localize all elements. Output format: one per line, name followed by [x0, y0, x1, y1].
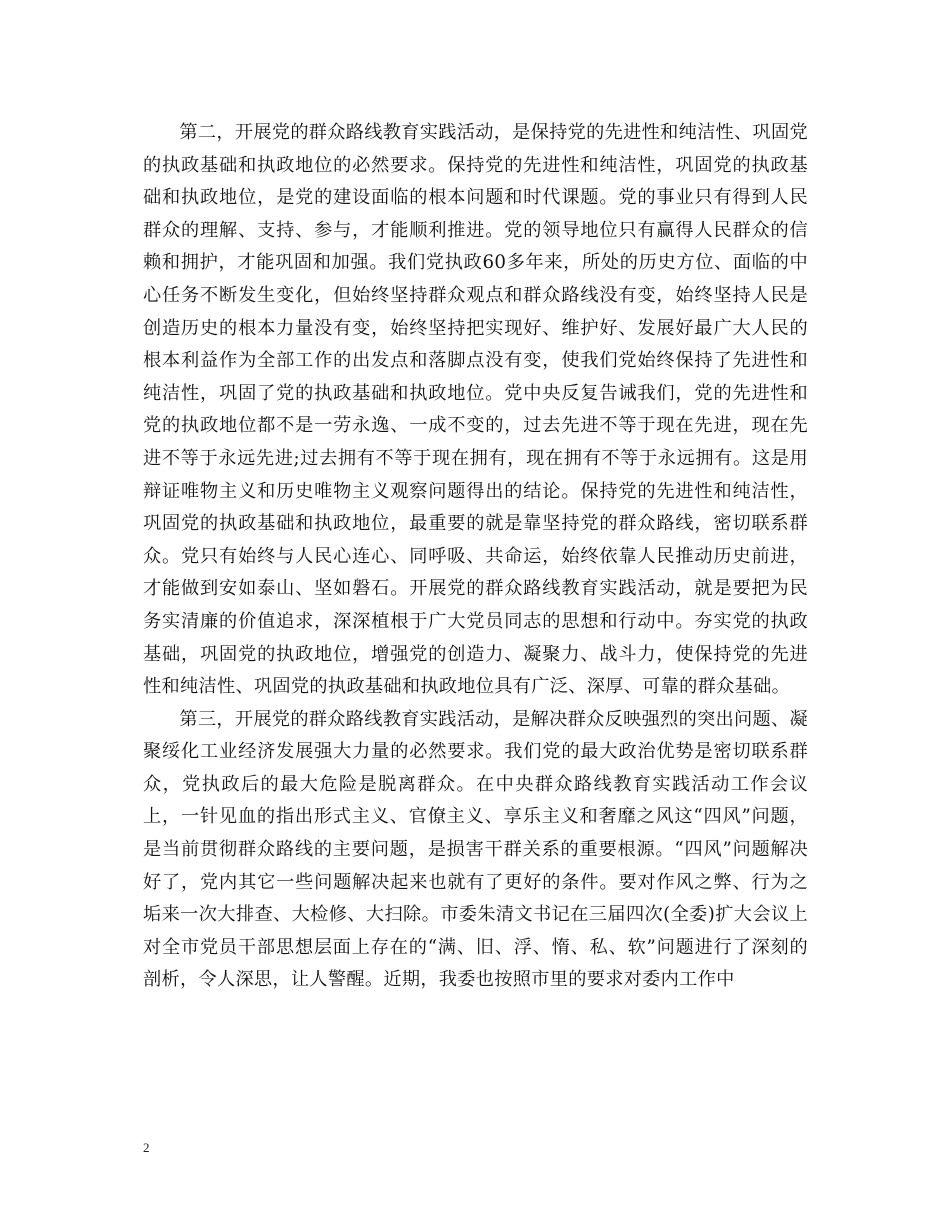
document-body [143, 117, 808, 997]
page-number: 2 [143, 1140, 150, 1155]
paragraph-third-point: 第三，开展党的群众路线教育实践活动，是解决群众反映强烈的突出问题、凝聚绥化工业经济发展强大力量的必然要求。我们党的最大政治优势是密切联系群众，党执政后的最大危险是脱离群众。在中央群众路线教育实践活动工作会议上，一针见血的指出形式主义、官僚主义、享乐主义和奢靡之风这“四风”问题，是当前贯彻群众路线的主要问题，是损害干群关系的重要根源。“四风”问题解决好了，党内其它一些问题解决起来也就有了更好的条件。要对作风之弊、行为之垢来一次大排查、大检修、大扫除。市委朱清文书记在三届四次(全委)扩大会议上对全市党员干部思想层面上存在的“满、旧、浮、惰、私、软”问题进行了深刻的剖析，令人深思，让人警醒。近期，我委也按照市里的要求对委内工作中 [143, 708, 808, 991]
paragraph-second-point: 第二，开展党的群众路线教育实践活动，是保持党的先进性和纯洁性、巩固党的执政基础和执政地位的必然要求。保持党的先进性和纯洁性，巩固党的执政基础和执政地位，是党的建设面临的根本问题和时代课题。党的事业只有得到人民群众的理解、支持、参与，才能顺利推进。党的领导地位只有赢得人民群众的信赖和拥护，才能巩固和加强。我们党执政60多年来，所处的历史方位、面临的中心任务不断发生变化，但始终坚持群众观点和群众路线没有变，始终坚持人民是创造历史的根本力量没有变，始终坚持把实现好、维护好、发展好最广大人民的根本利益作为全部工作的出发点和落脚点没有变，使我们党始终保持了先进性和纯洁性，巩固了党的执政基础和执政地位。党中央反复告诫我们，党的先进性和党的执政地位都不是一劳永逸、一成不变的，过去先进不等于现在先进，现在先进不等于永远先进;过去拥有不等于现在拥有，现在拥有不等于永远拥有。这是用辩证唯物主义和历史唯物主义观察问题得出的结论。保持党的先进性和纯洁性，巩固党的执政基础和执政地位，最重要的就是靠坚持党的群众路线，密切联系群众。党只有始终与人民心连心、同呼吸、共命运，始终依靠人民推动历史前进，才能做到安如泰山、坚如磐石。开展党的群众路线教育实践活动，就是要把为民务实清廉的价值追求，深深植根于广大党员同志的思想和行动中。夯实党的执政基础，巩固党的执政地位，增强党的创造力、凝聚力、战斗力，使保持党的先进性和纯洁性、巩固党的执政基础和执政地位具有广泛、深厚、可靠的群众基础。 [143, 122, 808, 698]
